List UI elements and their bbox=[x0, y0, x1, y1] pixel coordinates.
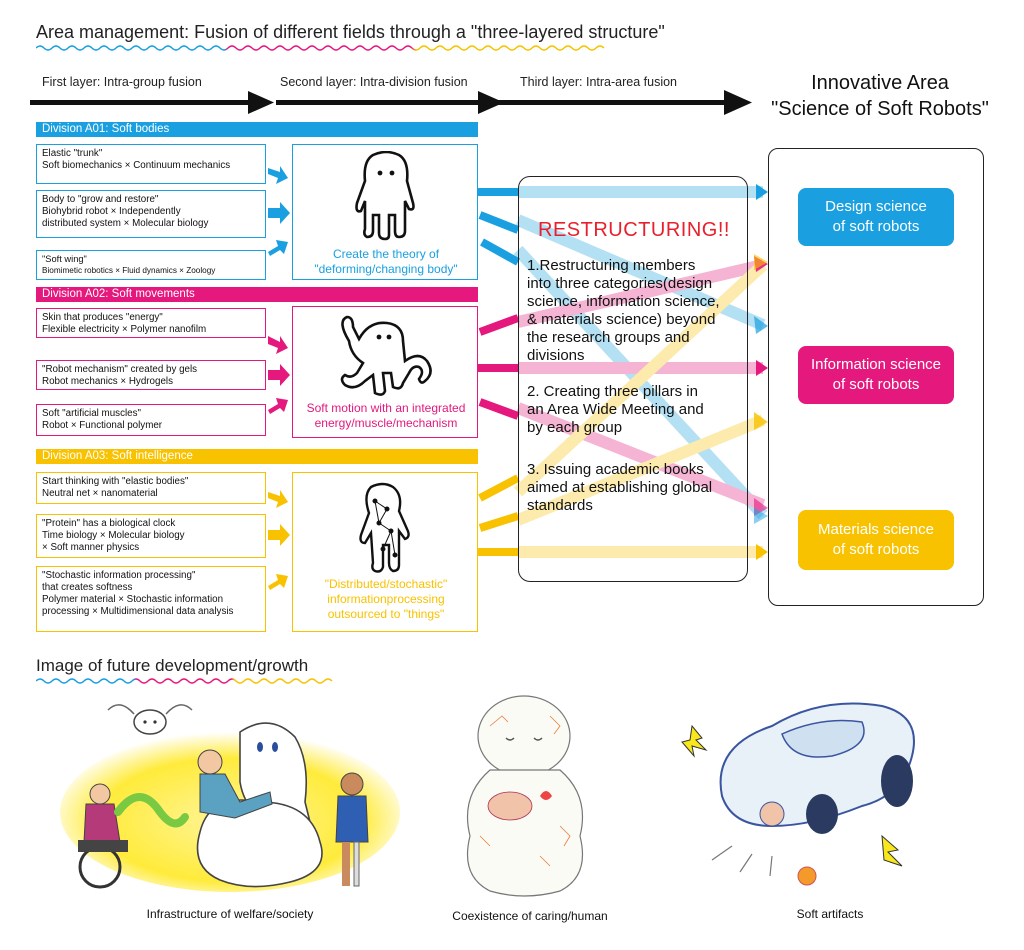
summary-line: "deforming/changing body" bbox=[314, 262, 458, 276]
item-line: divisions bbox=[527, 347, 585, 364]
summary-box-a03 bbox=[292, 472, 478, 632]
soft-body-creature-icon bbox=[351, 151, 421, 241]
page-title: Area management: Fusion of different fields through a "three-layered structure" bbox=[36, 22, 665, 42]
group-fields: Biomimetic robotics × Fluid dynamics × Zoology bbox=[42, 266, 216, 275]
restructuring-box bbox=[518, 176, 748, 582]
layer-3-label: Third layer: Intra-area fusion bbox=[520, 75, 678, 89]
restructuring-title: RESTRUCTURING!! bbox=[538, 219, 730, 241]
group-fields: that creates softness bbox=[42, 582, 133, 593]
summary-line: "Distributed/stochastic" bbox=[324, 577, 448, 591]
summary-box-a01 bbox=[292, 144, 478, 280]
item-line: 2. Creating three pillars in bbox=[527, 383, 698, 400]
division-a01-bar: Division A01: Soft bodies bbox=[36, 122, 478, 137]
design-science-pill bbox=[798, 188, 954, 246]
pill-line: Materials science bbox=[818, 521, 934, 538]
pill-line: of soft robots bbox=[832, 376, 920, 393]
group-box-a02-2 bbox=[36, 360, 266, 390]
soft-car-illustration bbox=[672, 686, 932, 896]
group-box-a01-2 bbox=[36, 190, 266, 238]
caring-robot-illustration bbox=[450, 686, 600, 906]
layer-arrow-2 bbox=[276, 91, 504, 114]
item-line: standards bbox=[527, 497, 593, 514]
group-fields: Soft biomechanics × Continuum mechanics bbox=[42, 160, 231, 171]
innovative-line-2: "Science of Soft Robots" bbox=[771, 98, 989, 120]
group-fields: Neutral net × nanomaterial bbox=[42, 488, 158, 499]
a02-group-arrows bbox=[266, 330, 292, 416]
item-line: 3. Issuing academic books bbox=[527, 461, 704, 478]
group-title: Body to "grow and restore" bbox=[42, 194, 159, 205]
item-line: aimed at establishing global bbox=[527, 479, 713, 496]
group-title: Elastic "trunk" bbox=[42, 148, 103, 159]
restructuring-item-3 bbox=[527, 461, 749, 515]
group-box-a03-3 bbox=[36, 566, 266, 632]
summary-text-a01 bbox=[293, 247, 479, 277]
group-fields: × Soft manner physics bbox=[42, 542, 140, 553]
layer-arrow-1 bbox=[30, 91, 274, 114]
item-line: by each group bbox=[527, 419, 623, 436]
title-wavy-underline bbox=[36, 44, 606, 52]
a01-group-arrows bbox=[266, 160, 292, 260]
division-a03-bar: Division A03: Soft intelligence bbox=[36, 449, 478, 464]
group-fields: Polymer material × Stochastic information bbox=[42, 594, 224, 605]
group-fields: Robot mechanics × Hydrogels bbox=[42, 376, 173, 387]
group-box-a02-3 bbox=[36, 404, 266, 436]
group-fields: Biohybrid robot × Independently bbox=[42, 206, 181, 217]
item-line: into three categories(design bbox=[527, 275, 713, 292]
group-title: "Robot mechanism" created by gels bbox=[42, 364, 198, 375]
group-title: "Protein" has a biological clock bbox=[42, 518, 176, 529]
group-box-a02-1 bbox=[36, 308, 266, 338]
group-title: Soft "artificial muscles" bbox=[42, 408, 141, 419]
summary-line: Create the theory of bbox=[332, 247, 440, 261]
group-title: "Soft wing" bbox=[42, 254, 87, 264]
summary-line: energy/muscle/mechanism bbox=[314, 416, 458, 430]
layer-2-label: Second layer: Intra-division fusion bbox=[280, 75, 468, 89]
innovative-area-title bbox=[760, 70, 1000, 122]
caption-soft-artifacts: Soft artifacts bbox=[796, 907, 864, 921]
restructuring-item-2 bbox=[527, 383, 749, 437]
group-fields: distributed system × Molecular biology bbox=[42, 218, 209, 229]
group-fields: Flexible electricity × Polymer nanofilm bbox=[42, 324, 207, 335]
summary-line: outsourced to "things" bbox=[327, 607, 445, 621]
future-title: Image of future development/growth bbox=[36, 656, 309, 675]
innovative-line-1: Innovative Area bbox=[811, 72, 949, 94]
pill-line: Information science bbox=[810, 356, 942, 373]
item-line: 1.Restructuring members bbox=[527, 257, 696, 274]
layer-arrow-3 bbox=[496, 90, 752, 115]
pill-line: Design science bbox=[825, 198, 927, 215]
group-box-a03-2 bbox=[36, 514, 266, 558]
pill-line: of soft robots bbox=[832, 541, 920, 558]
soft-movement-creature-icon bbox=[329, 311, 449, 397]
soft-intelligence-network-icon bbox=[353, 481, 419, 577]
item-line: an Area Wide Meeting and bbox=[527, 401, 704, 418]
future-wavy-underline bbox=[36, 677, 336, 685]
group-fields: Robot × Functional polymer bbox=[42, 420, 163, 431]
summary-line: Soft motion with an integrated bbox=[306, 401, 466, 415]
summary-box-a02 bbox=[292, 306, 478, 438]
information-science-pill bbox=[798, 346, 954, 404]
welfare-society-illustration bbox=[60, 692, 400, 902]
restructuring-item-1 bbox=[527, 257, 749, 365]
item-line: the research groups and bbox=[527, 329, 690, 346]
group-title: Skin that produces "energy" bbox=[42, 312, 163, 323]
flying-robot-icon bbox=[108, 705, 192, 734]
group-fields: processing × Multidimensional data analysis bbox=[42, 606, 234, 617]
summary-text-a02 bbox=[293, 401, 479, 431]
a03-group-arrows bbox=[266, 482, 292, 594]
group-title: "Stochastic information processing" bbox=[42, 570, 196, 581]
group-box-a03-1 bbox=[36, 472, 266, 504]
layer-1-label: First layer: Intra-group fusion bbox=[42, 75, 202, 89]
group-box-a01-3 bbox=[36, 250, 266, 280]
caption-welfare: Infrastructure of welfare/society bbox=[146, 907, 314, 921]
materials-science-pill bbox=[798, 510, 954, 570]
division-a02-bar: Division A02: Soft movements bbox=[36, 287, 478, 302]
group-fields: Time biology × Molecular biology bbox=[42, 530, 185, 541]
summary-text-a03 bbox=[293, 577, 479, 622]
caption-caring: Coexistence of caring/human bbox=[452, 909, 608, 923]
group-title: Start thinking with "elastic bodies" bbox=[42, 476, 189, 487]
layer-arrows bbox=[28, 88, 758, 118]
item-line: science, information science, bbox=[527, 293, 720, 310]
summary-line: informationprocessing bbox=[327, 592, 445, 606]
item-line: & materials science) beyond bbox=[527, 311, 716, 328]
group-box-a01-1 bbox=[36, 144, 266, 184]
pill-line: of soft robots bbox=[832, 218, 920, 235]
